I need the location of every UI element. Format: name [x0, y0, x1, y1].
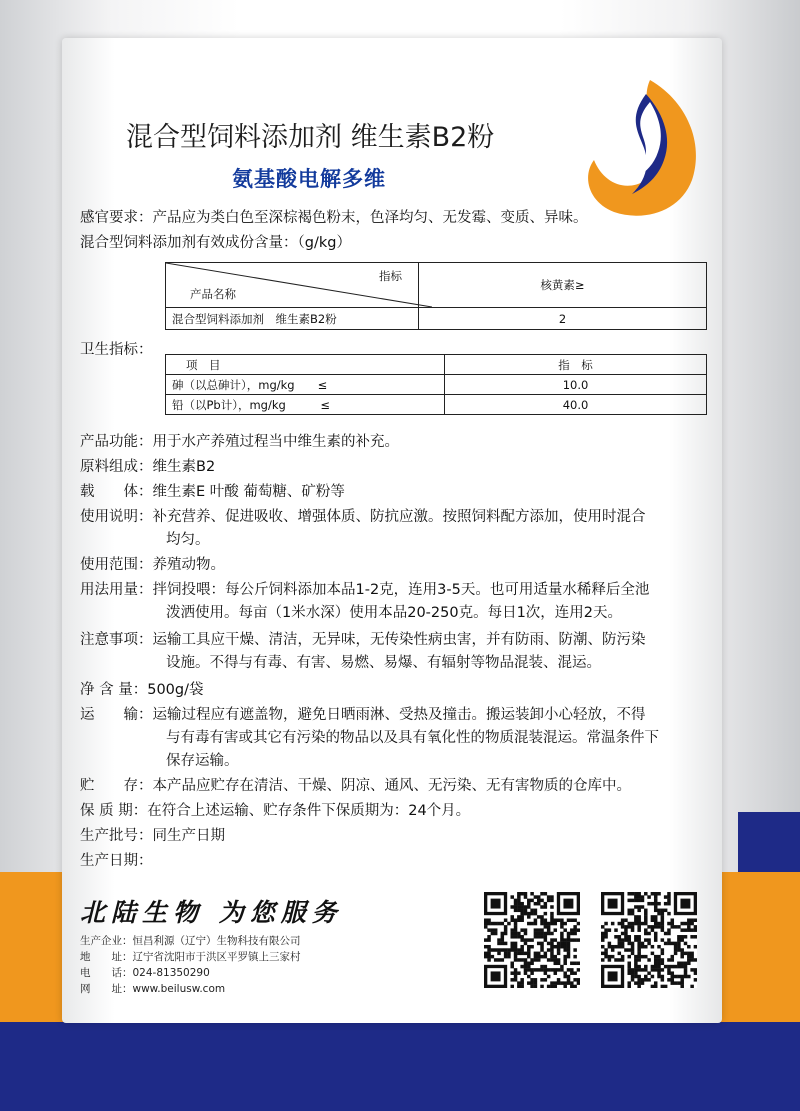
usage-row [80, 507, 646, 527]
address-label: 地 址： [80, 951, 133, 963]
table-corner-bottom: 产品名称 [190, 287, 236, 301]
product-title: 混合型饲料添加剂 维生素B2粉 [126, 122, 495, 153]
phone-label: 电 话： [80, 967, 133, 979]
hygiene-table [165, 354, 707, 415]
composition-row [80, 457, 215, 477]
transport-row [80, 705, 646, 725]
hygiene-row-name: 砷（以总砷计），mg/kg ≤ [166, 375, 445, 395]
qr-code-icon[interactable] [484, 892, 580, 988]
carrier-text: 维生素E 叶酸 葡萄糖、矿粉等 [152, 484, 345, 500]
storage-label: 贮 存： [80, 778, 153, 794]
dosage-text: 拌饲投喂：每公斤饲料添加本品1-2克，连用3-5天。也可用适量水稀释后全池 [152, 582, 650, 598]
dosage-label: 用法用量： [80, 582, 153, 598]
usage-label: 使用说明： [80, 509, 153, 525]
batch-text: 同生产日期 [152, 828, 225, 844]
table-row-value: 2 [419, 308, 707, 330]
company-web [80, 982, 225, 996]
batch-row [80, 826, 225, 846]
scope-text: 养殖动物。 [152, 557, 225, 573]
hygiene-header-value: 指 标 [445, 355, 707, 375]
dosage-text-cont: 泼洒使用。每亩（1米水深）使用本品20-250克。每日1次，连用2天。 [166, 605, 623, 621]
notes-text: 运输工具应干燥、清洁，无异味，无传染性病虫害，并有防雨、防潮、防污染 [152, 632, 646, 648]
navy-band-bottom [0, 1022, 800, 1111]
web-label: 网 址： [80, 983, 133, 995]
function-label: 产品功能： [80, 434, 153, 450]
shelf-row [80, 801, 470, 821]
shelf-label: 保 质 期： [80, 803, 148, 819]
table-corner-cell [166, 263, 419, 308]
navy-accent-block [738, 812, 800, 874]
notes-row [80, 630, 646, 650]
company-maker [80, 934, 301, 948]
phone-value: 024-81350290 [132, 967, 210, 979]
dosage-row [80, 580, 649, 600]
net-label: 净 含 量： [80, 682, 148, 698]
notes-text-cont: 设施。不得与有毒、有害、易燃、易爆、有辐射等物品混装、混运。 [166, 655, 601, 671]
web-value: www.beilusw.com [132, 983, 226, 995]
company-phone [80, 966, 210, 980]
address-value: 辽宁省沈阳市于洪区平罗镇上三家村 [132, 951, 301, 963]
function-text: 用于水产养殖过程当中维生素的补充。 [152, 434, 399, 450]
notes-label: 注意事项： [80, 632, 153, 648]
net-text: 500g/袋 [147, 682, 204, 698]
transport-text-cont: 与有毒有害或其它有污染的物品以及具有氧化性的物质混装混运。常温条件下 [166, 730, 659, 746]
sensory-text: 产品应为类白色至深棕褐色粉末，色泽均匀、无发霉、变质、异味。 [152, 210, 588, 226]
function-row [80, 432, 399, 452]
content-heading: 混合型饲料添加剂有效成份含量：（g/kg） [80, 235, 351, 251]
hygiene-label: 卫生指标： [80, 342, 153, 358]
qr-code-icon[interactable] [601, 892, 697, 988]
storage-text: 本产品应贮存在清洁、干燥、阴凉、通风、无污染、无有害物质的仓库中。 [152, 778, 631, 794]
product-subtitle: 氨基酸电解多维 [232, 167, 386, 191]
table-row-name: 混合型饲料添加剂 维生素B2粉 [166, 308, 419, 330]
flame-logo-icon [580, 72, 712, 222]
sensory-label: 感官要求： [80, 210, 153, 226]
table-col-header: 核黄素≥ [419, 263, 707, 308]
usage-text: 补充营养、促进吸收、增强体质、防抗应激。按照饲料配方添加，使用时混合 [152, 509, 646, 525]
composition-text: 维生素B2 [152, 459, 216, 475]
transport-text-cont: 保存运输。 [166, 753, 239, 769]
sensory-row [80, 208, 588, 228]
maker-label: 生产企业： [80, 935, 133, 947]
hygiene-row-value: 10.0 [445, 375, 707, 395]
batch-label: 生产批号： [80, 828, 153, 844]
content-table [165, 262, 707, 330]
composition-label: 原料组成： [80, 459, 153, 475]
slogan: 北陆生物 为您服务 [80, 898, 343, 927]
carrier-row [80, 482, 345, 502]
scope-row [80, 555, 225, 575]
hygiene-header-item: 项 目 [166, 355, 445, 375]
net-row [80, 680, 203, 700]
company-address [80, 950, 301, 964]
maker-value: 恒昌利源（辽宁）生物科技有限公司 [132, 935, 301, 947]
storage-row [80, 776, 631, 796]
usage-text-cont: 均匀。 [166, 532, 210, 548]
shelf-text: 在符合上述运输、贮存条件下保质期为：24个月。 [147, 803, 471, 819]
hygiene-row-value: 40.0 [445, 395, 707, 415]
transport-text: 运输过程应有遮盖物，避免日晒雨淋、受热及撞击。搬运装卸小心轻放，不得 [152, 707, 646, 723]
table-corner-top: 指标 [379, 269, 402, 283]
carrier-label: 载 体： [80, 484, 153, 500]
hygiene-row-name: 铅（以Pb计），mg/kg ≤ [166, 395, 445, 415]
date-label: 生产日期： [80, 853, 153, 869]
transport-label: 运 输： [80, 707, 153, 723]
scope-label: 使用范围： [80, 557, 153, 573]
